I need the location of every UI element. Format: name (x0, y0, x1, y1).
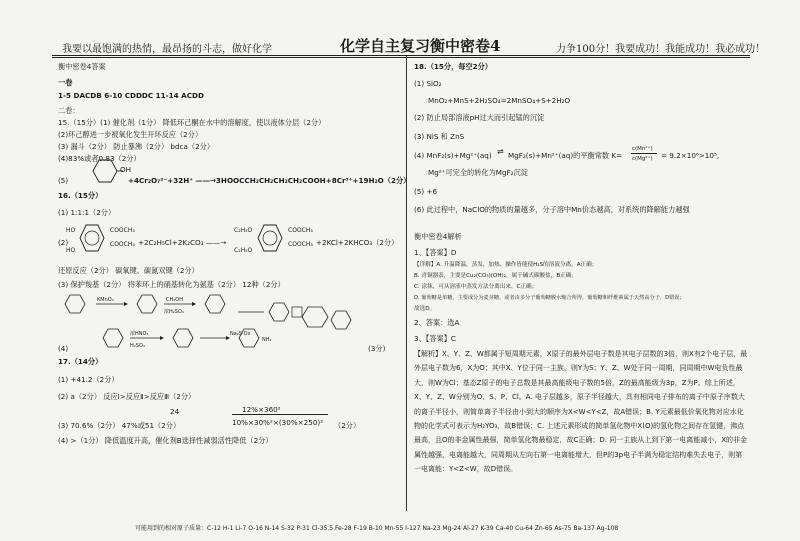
a1-answer: 1、【答案】D (414, 248, 457, 257)
q17-line3: (3) 70.6%（2分） 47%或51（2分） (58, 421, 181, 430)
q16-title: 16.（15分） (58, 191, 103, 200)
cooch3-label-c: COOCH₃ (288, 227, 313, 234)
q18-line7: (5) +6 (414, 187, 438, 196)
a1-detail-c: C. 涂抹，可从溶液中蒸发方法分离出来，C正确； (414, 284, 538, 290)
q18-line6: Mg²⁺可完全的转化为MgF₂沉淀 (428, 168, 528, 177)
q18-title: 18.（15分，每空2分） (414, 62, 493, 71)
q15-5-label: (5) (58, 176, 69, 185)
k-fraction-bar (631, 153, 657, 154)
mc-answers: 1-5 DACDB 6-10 CDDDC 11-14 ACDD (58, 91, 204, 100)
c2h5o-label-1: C₂H₅O (234, 227, 253, 234)
q18-line5-val: = 9.2×10⁶>10⁵, (661, 151, 720, 160)
diethoxy-ester-structure (256, 222, 286, 256)
reagent-h2so4-conc: 浓H₂SO₄ (164, 309, 184, 315)
k-denominator: c(Mg²⁺) (632, 156, 653, 162)
q17-line2: (2) a（2分） 反应Ⅰ>反应Ⅱ>反应Ⅲ（2分） (58, 392, 196, 401)
a1-conclusion: 故选D。 (414, 306, 436, 312)
header-rule (52, 55, 750, 56)
header-rule-thin (52, 57, 750, 58)
reagent-ch3oh: CH₃OH (166, 297, 183, 303)
q15-5-equation: +4Cr₂O₇²⁻+32H⁺ ——→3HOOCCH₂CH₂CH₂CH₂COOH+8Cr³⁺+19H₂O（2分） (128, 176, 411, 185)
a3-analysis: 【解析】X、Y、Z、W都属于短周期元素，X原子的最外层电子数是其电子层数的3倍，则X有2个电子层，最外层电子数为6，X为O；其中X、Y位于同一主族，则Y为S；Y、Z、W处于同一周期，同周期中W电负性最大，则W为Cl；基态Z原子的电子总数是其最高能级电子数的5倍，Z的最高能级为3p，Z为P。综上所述，X、Y、Z、W分别为O、S、P、Cl。A. 电子层越多，原子半径越大，具有相同电子排布的离子中原子序数大的离子半径小，则简单离子半径由小到大的顺序为X<W<Y<Z，故A错误；B. Y元素最低价氧化物对应水化物的化学式可表示为H₂YO₃，故B错误；C. 上述元素形成的简单氢化物中X(O)的氢化物之间存在氢键，沸点最高，且O的非金属性最强，简单氢化物最稳定，故C正确；D. 同一主族从上到下第一电离能减小，X的非金属性越强，电离能越大，同周期从左向右第一电离能增大，但P的3p电子半满为稳定结构难失去电子，则第一电离能：Y<Z<W，故D错误。 (414, 350, 748, 474)
q17-line1: (1) +41.2（2分） (58, 375, 119, 384)
q17-line4: (4) >（1分） 降低温度升高，催化剂B选择性减弱活性降低（2分） (58, 436, 273, 445)
q15-line4: (4)83%或者0.83（2分） (58, 154, 141, 163)
q18-line1: (1) SiO₂ (414, 79, 442, 88)
atomic-mass-footer: 可能用到的相对原子质量：C-12 H-1 Li-7 O-16 N-14 S-32 P-31 Cl-35.5 Fe-28 F-19 B-10 Mn-55 I-127 Na-23 Mg-24 Al-27 K-39 Ca-40 Cu-64 Zn-65 As-75 Ba-137 Ag-108 (135, 525, 619, 532)
q16-line3: 还原反应（2分） 碳氧键、碳氮双键（2分） (58, 266, 199, 275)
cyclohexanol-structure (86, 156, 126, 192)
q16-4-label: (4) (58, 344, 69, 353)
q18-line3: (2) 防止局部溶液pH过大而引起锰的沉淀 (414, 113, 545, 122)
q15-line1: 15.（15分）(1) 催化剂（1分） 降低环己酮在水中的溶解度，使以液体分层（2分） (58, 118, 326, 127)
q18-line4: (3) NiS 和 ZnS (414, 132, 465, 141)
ho-label-1: HO (66, 227, 76, 234)
q18-line8: (6) 此过程中，NaClO的物质的量越多，分子溶中Mn价态越高，对系统的降解能力越强 (414, 205, 690, 214)
cooch3-label-d: COOCH₃ (288, 241, 313, 248)
page-title: 化学自主复习衡中密卷4 (340, 37, 501, 55)
cooch3-label-a: COOCH₃ (110, 227, 135, 234)
reagent-na2s: Na₂S·Ox (230, 331, 251, 337)
reagent-h2so4: H₂SO₄ (130, 343, 145, 349)
ho-label-2: HO (66, 247, 76, 254)
column-divider (406, 56, 407, 511)
k-numerator: c(Mn²⁺) (632, 146, 653, 152)
q16-2-products: +2KCl+2KHCO₃（2分） (316, 238, 399, 247)
q16-line1: (1) 1:1:1（2分） (58, 208, 116, 217)
nh2-label: NH₂ (262, 337, 272, 343)
equilibrium-arrow: ⇌ (497, 147, 504, 156)
q16-line4: (3) 保护羧基（2分） 将苯环上的硝基转化为氨基（2分） 12种（2分） (58, 280, 285, 289)
q16-2-label: (2) (58, 238, 69, 247)
cooch3-label-b: COOCH₃ (110, 241, 135, 248)
reagent-hno3: 浓HNO₃ (130, 331, 149, 337)
q18-line2: MnO₂+MnS+2H₂SO₄=2MnSO₄+S+2H₂O (428, 96, 571, 105)
q15-line3: (3) 漏斗（2分） 防止暴沸（2分） bdca（2分） (58, 142, 215, 151)
q15-line2: (2)环己醇进一步被氧化发生开环反应（2分） (58, 130, 203, 139)
kp-denominator: 10%×30%²×(30%×250)² (232, 418, 324, 427)
header-slogan-right: 力争100分！我要成功！我能成功！我必成功！ (556, 44, 766, 55)
a1-detail-a: 【详解】A. 升温降温，蒸发，加热、操作皆能使H₂S的溶液分离，A正确； (414, 262, 598, 268)
q18-line5-pre: (4) MnF₂(s)+Mg²⁺(aq) (414, 151, 492, 160)
kp-fraction-bar (232, 414, 328, 415)
q18-line5-mid: MgF₂(s)+Mn²⁺(aq)的平衡常数 K= (508, 151, 623, 160)
catechol-ester-structure (78, 222, 108, 256)
header-slogan-left: 我要以最饱满的热情，最昂扬的斗志，做好化学 (62, 44, 272, 55)
answer-heading: 衡中密卷4答案 (58, 62, 106, 71)
q16-4-score: (3分) (368, 344, 386, 353)
a3-answer: 3、【答案】C (414, 334, 456, 343)
analysis-heading: 衡中密卷4解析 (414, 232, 462, 241)
q17-24: 24 (170, 407, 180, 416)
section-two: 二卷： (58, 106, 80, 115)
section-one: 一卷 (58, 78, 73, 87)
a2-answer: 2、答案：选A (414, 318, 460, 327)
reagent-kmno4: KMnO₄ (97, 297, 114, 303)
q17-line3-score: （2分） (334, 421, 361, 430)
a1-detail-d: D. 葡萄糖是单糖，主要成分为麦芽糖，或者由多分子葡萄糖脱水缩合所得，葡萄糖和纤维素属于天然高分子，D错误； (414, 295, 685, 301)
a1-detail-b: B. 青铜器表，主要是Cu₂(CO₃)(OH)₂，属于碱式碳酸盐，B正确； (414, 273, 577, 279)
q17-title: 17.（14分） (58, 357, 103, 366)
oh-label: OH (120, 165, 132, 174)
q16-2-equation: +2C₂H₅Cl+2K₂CO₃ ——→ (138, 238, 227, 247)
kp-numerator: 12%×360² (242, 405, 281, 414)
c2h5o-label-2: C₂H₅O (234, 247, 253, 254)
